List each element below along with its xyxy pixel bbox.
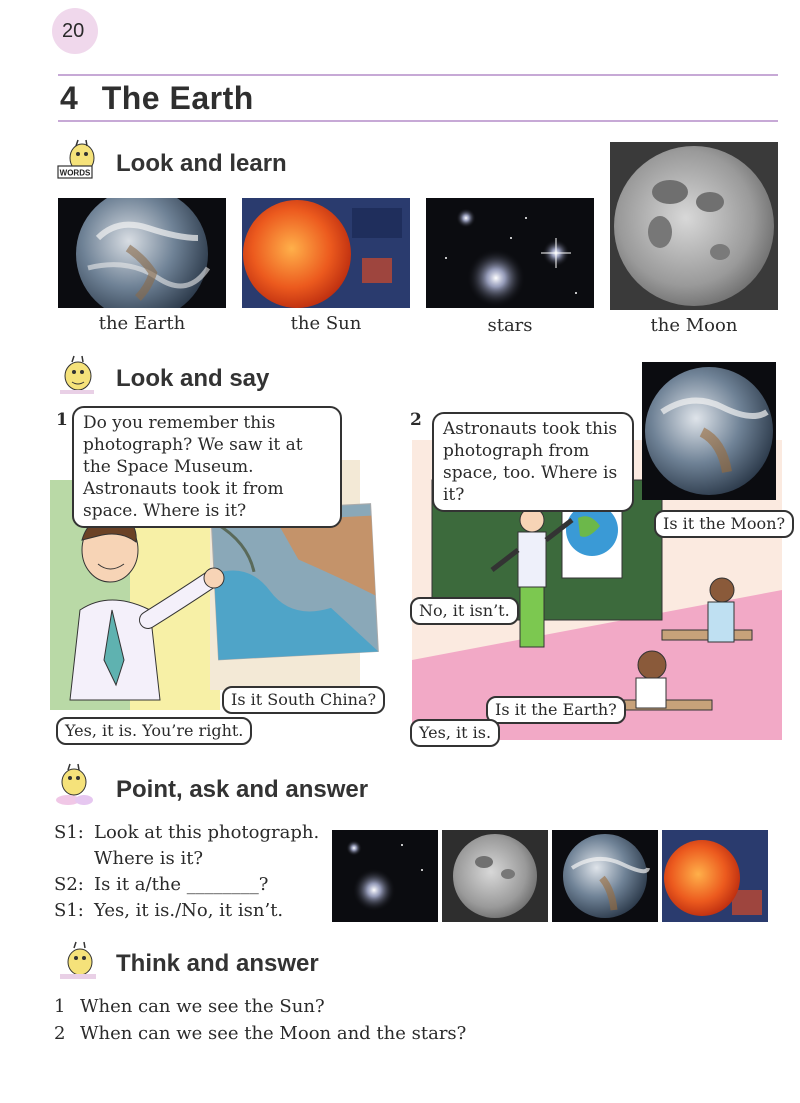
question-text: When can we see the Sun? [80,996,325,1017]
bubble-moon: Is it the Moon? [654,510,794,538]
caption-moon: the Moon [650,315,738,336]
stars-photo [426,198,594,308]
words-label: WORDS [59,168,91,178]
caption-sun: the Sun [290,313,362,334]
bottom-rule [58,120,778,122]
bubble-teacher-1: Do you remember this photograph? We saw it at the Space Museum. Astronauts took it from space. Where is it? [72,406,342,528]
thumb-stars [332,830,438,922]
speaker-label: S2: [54,874,84,895]
look-and-learn-title: Look and learn [116,150,287,177]
think-and-answer-title: Think and answer [116,950,319,977]
dialog-line [54,898,324,924]
thumb-earth [552,830,658,922]
bubble-question-1: Is it South China? [222,686,385,714]
thinking-bee-icon [56,936,98,980]
bubble-yes: Yes, it is. [410,719,500,747]
panel-1-number: 1 [56,410,68,430]
speaker-label: S1: [54,822,84,843]
dialog-text: Is it a/the ________? [94,874,269,895]
earth-photo [58,198,226,308]
speaker-label: S1: [54,900,84,921]
caption-stars: stars [487,315,533,336]
question-list [54,993,654,1047]
question-text: When can we see the Moon and the stars? [80,1023,467,1044]
bubble-answer-1: Yes, it is. You’re right. [56,717,252,745]
unit-title-text: The Earth [101,80,254,116]
bubble-earth: Is it the Earth? [486,696,626,724]
dialog-text: Yes, it is./No, it isn’t. [94,900,284,921]
question-number: 2 [54,1023,66,1044]
sun-photo [242,198,410,308]
earth-photo-small [642,362,776,500]
bubble-teacher-2: Astronauts took this photograph from space, too. Where is it? [432,412,634,512]
top-rule [58,74,778,76]
point-ask-answer-title: Point, ask and answer [116,776,369,803]
dialog-line [54,872,324,898]
unit-title [60,80,254,117]
thumb-sun [662,830,768,922]
moon-photo [610,142,778,310]
page-number: 20 [62,20,85,42]
look-and-say-title: Look and say [116,365,270,392]
caption-earth: the Earth [98,313,186,334]
thumb-moon [442,830,548,922]
dialog-text: Look at this photograph. [94,822,320,843]
dialog-line [54,820,324,846]
words-bee-icon [56,138,98,182]
question-item [54,993,654,1020]
unit-number: 4 [60,80,79,116]
question-item [54,1020,654,1047]
talking-bee-icon [56,352,98,396]
bubble-no: No, it isn’t. [410,597,519,625]
dialog-block [54,820,324,924]
dialog-text: Where is it? [94,848,204,869]
question-number: 1 [54,996,66,1017]
pointing-bee-icon [52,762,94,806]
dialog-line [54,846,324,872]
panel-2-number: 2 [410,410,422,430]
